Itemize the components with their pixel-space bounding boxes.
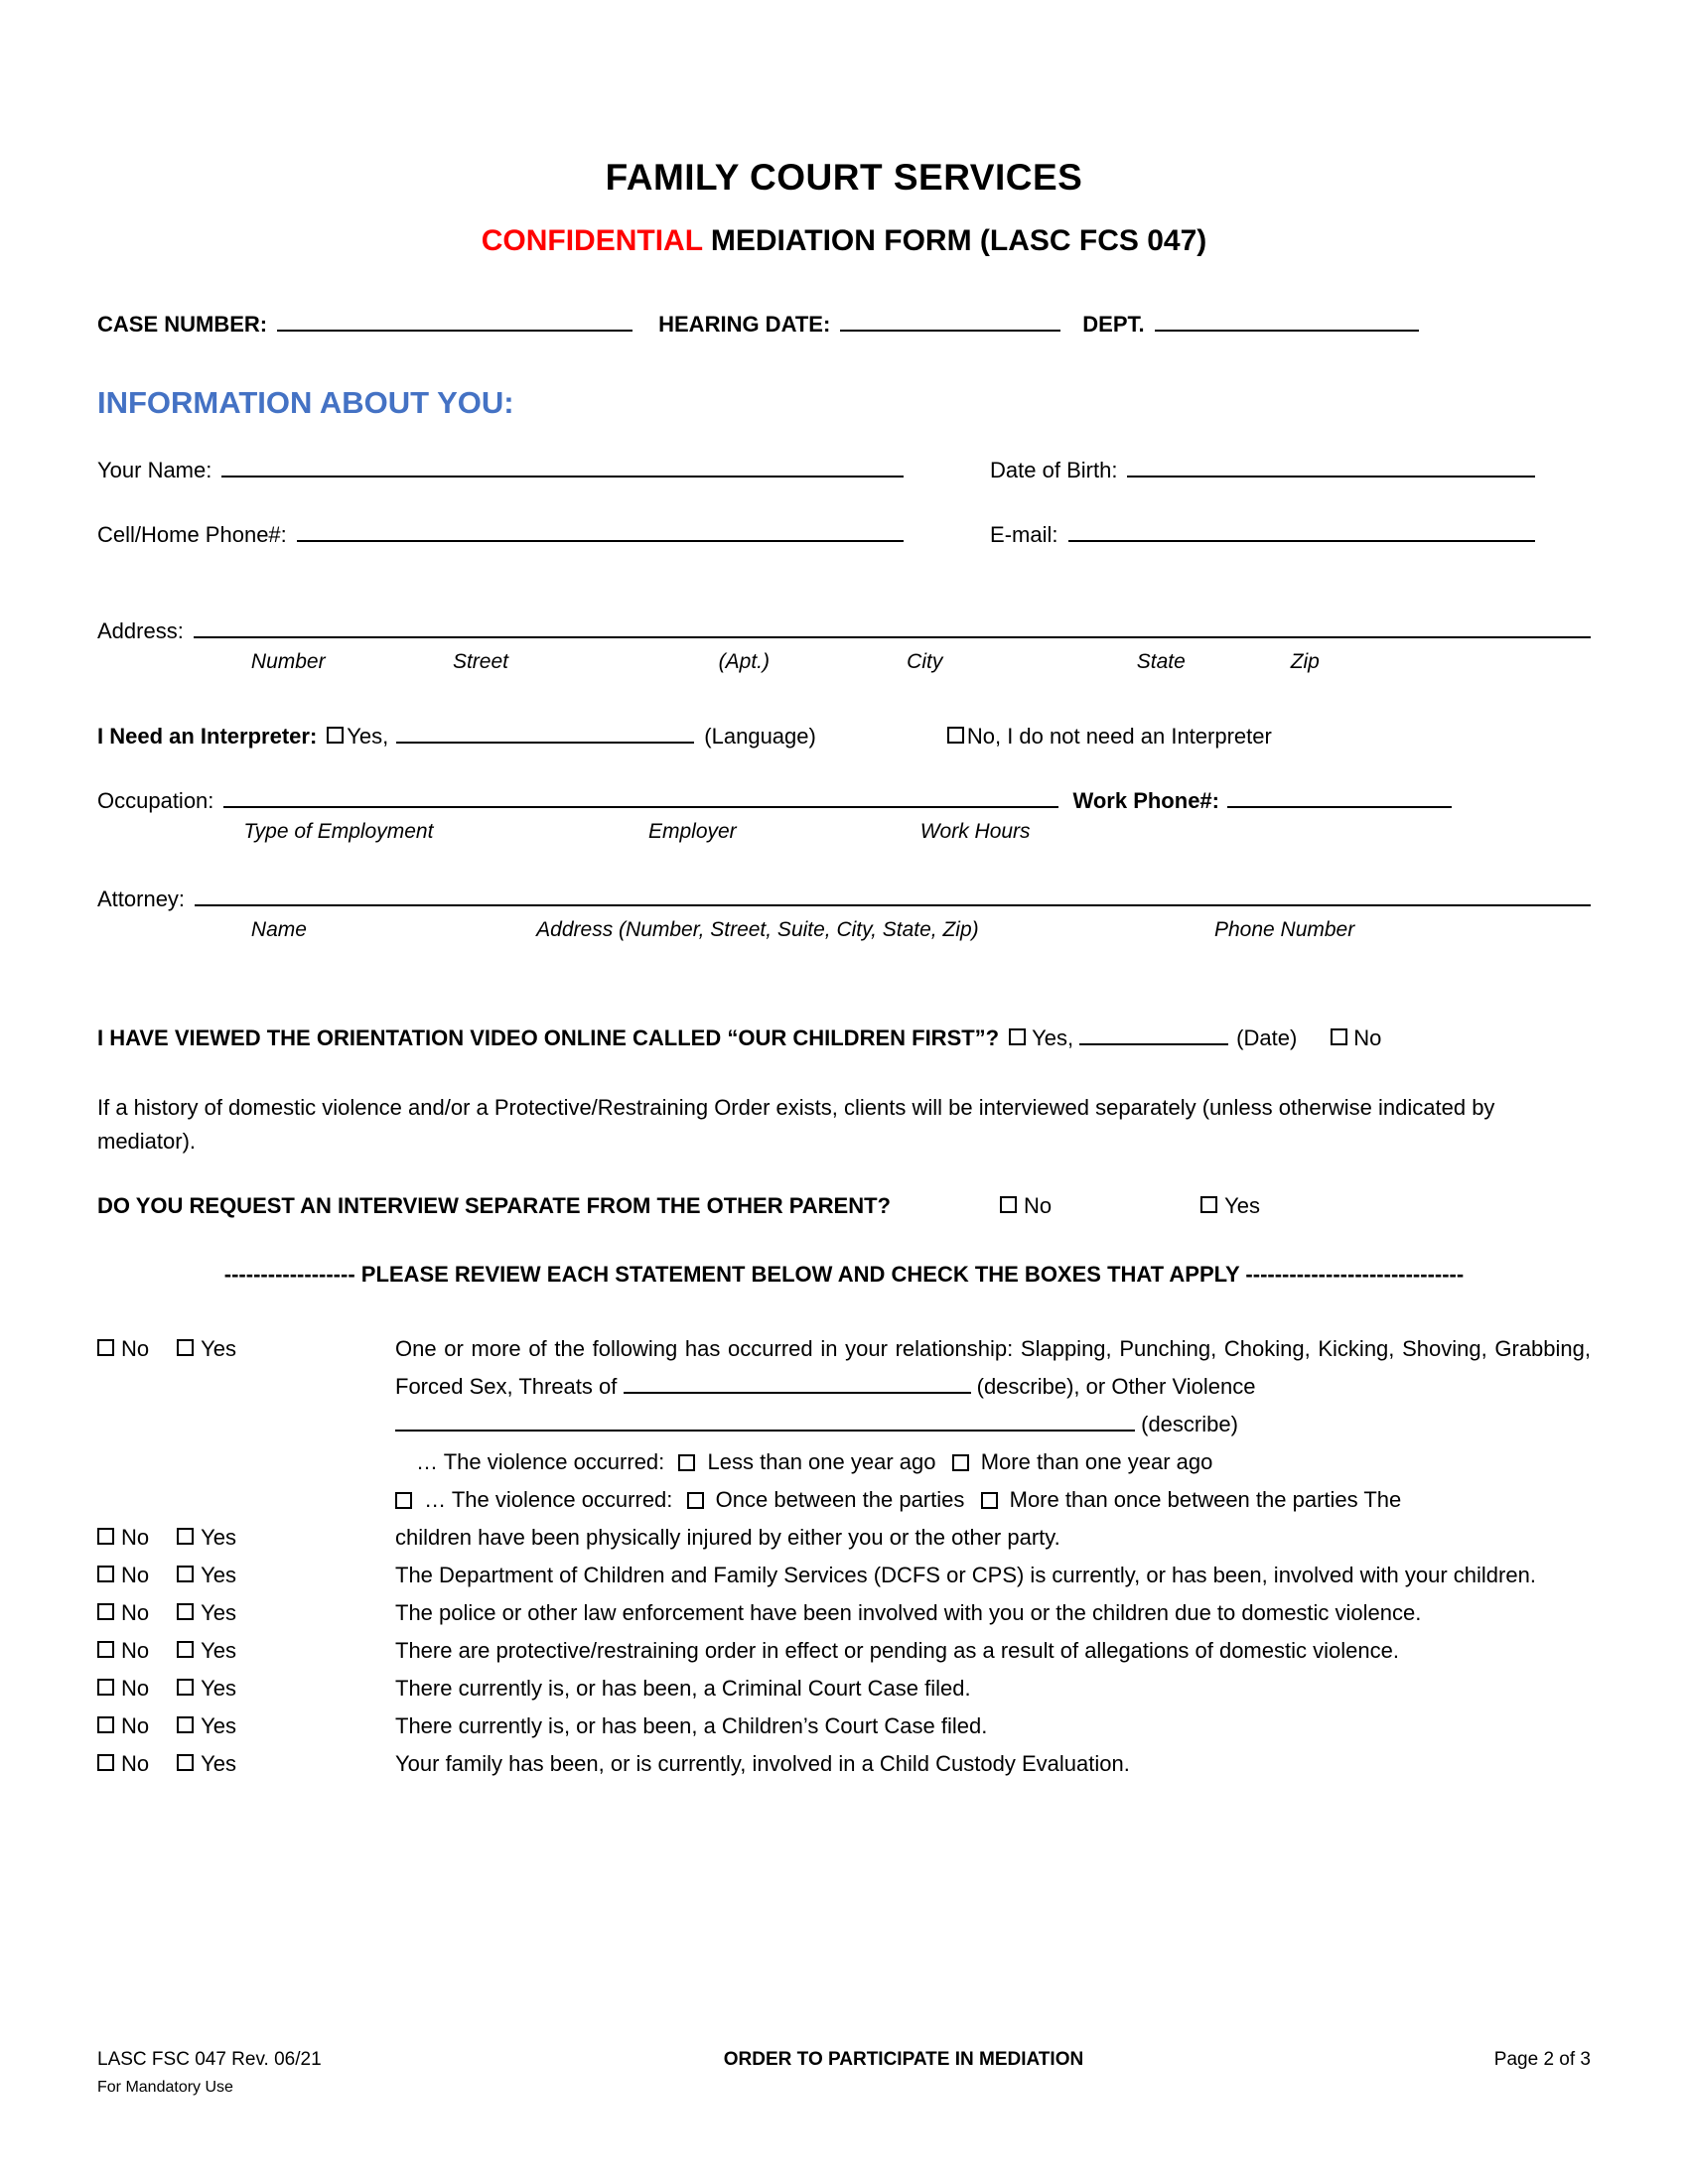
video-no-label: No <box>1353 1025 1382 1050</box>
yes-label: Yes <box>201 1563 237 1587</box>
page-subtitle <box>97 224 1591 258</box>
statement-2-checkboxes <box>97 1519 395 1557</box>
work-phone-input[interactable] <box>1227 800 1452 808</box>
interpreter-yes-label: Yes, <box>347 724 389 749</box>
statement-4-checkboxes <box>97 1594 395 1632</box>
violence-timing-prefix: … The violence occurred: <box>416 1449 665 1474</box>
statement-1-text <box>395 1330 1591 1519</box>
no-label: No <box>121 1751 150 1776</box>
no-label: No <box>121 1600 150 1625</box>
attorney-sublabel-address: Address (Number, Street, Suite, City, State, Zip) <box>536 918 979 941</box>
no-label: No <box>121 1336 150 1361</box>
threats-describe-input[interactable] <box>624 1386 971 1394</box>
video-yes-checkbox[interactable] <box>1009 1028 1026 1045</box>
statement-row-dcfs <box>97 1557 1591 1594</box>
statement-8-text: Your family has been, or is currently, involved in a Child Custody Evaluation. <box>395 1751 1130 1776</box>
statement-8-checkboxes <box>97 1745 395 1783</box>
address-sublabel-state: State <box>1136 650 1186 673</box>
statement-6-text: There currently is, or has been, a Criminal Court Case filed. <box>395 1676 971 1701</box>
subtitle-rest: MEDIATION FORM (LASC FCS 047) <box>710 224 1207 257</box>
statement-row-custody-evaluation <box>97 1745 1591 1783</box>
video-question-row <box>97 1025 1591 1051</box>
address-sublabels <box>97 650 1591 680</box>
hearing-date-input[interactable] <box>840 324 1060 332</box>
statement-row-police <box>97 1594 1591 1632</box>
your-name-input[interactable] <box>221 470 904 478</box>
attorney-input[interactable] <box>195 898 1591 906</box>
interpreter-row <box>97 724 1591 750</box>
more-than-once-label: More than once between the parties <box>1009 1487 1358 1512</box>
occupation-sublabels <box>97 820 1591 850</box>
address-sublabel-zip: Zip <box>1290 650 1320 673</box>
video-question-label: I HAVE VIEWED THE ORIENTATION VIDEO ONLINE CALLED “OUR CHILDREN FIRST”? <box>97 1025 1000 1050</box>
video-no-checkbox[interactable] <box>1331 1028 1347 1045</box>
separate-yes-label: Yes <box>1224 1193 1260 1218</box>
interpreter-no-checkbox[interactable] <box>947 727 964 744</box>
interpreter-language-input[interactable] <box>396 736 694 744</box>
more-than-year-checkbox[interactable] <box>952 1454 969 1471</box>
statement-1-describe1: (describe), or Other Violence <box>976 1374 1256 1399</box>
frequency-checkbox[interactable] <box>395 1492 412 1509</box>
statement-row-restraining-order <box>97 1632 1591 1670</box>
statement-row-childrens-court <box>97 1707 1591 1745</box>
statement-1-paragraph <box>395 1330 1591 1443</box>
statement-row-children-injured <box>97 1519 1591 1557</box>
more-than-once-checkbox[interactable] <box>981 1492 998 1509</box>
dob-group <box>990 458 1535 483</box>
email-group <box>990 522 1535 548</box>
footer-center-title: ORDER TO PARTICIPATE IN MEDIATION <box>723 2049 1084 2070</box>
statement-2-text: children have been physically injured by either you or the other party. <box>395 1525 1060 1550</box>
your-name-label: Your Name: <box>97 458 212 482</box>
yes-checkbox[interactable] <box>177 1339 194 1356</box>
no-checkbox[interactable] <box>97 1566 114 1582</box>
dept-label: DEPT. <box>1082 312 1145 337</box>
statement-1-checkboxes <box>97 1330 395 1368</box>
separate-interview-row <box>97 1193 1591 1219</box>
footer-doc-ref: LASC FSC 047 Rev. 06/21 <box>97 2049 322 2070</box>
yes-checkbox[interactable] <box>177 1641 194 1658</box>
address-sublabel-number: Number <box>250 650 326 673</box>
email-input[interactable] <box>1068 534 1536 542</box>
hearing-date-label: HEARING DATE: <box>658 312 831 337</box>
video-date-hint: (Date) <box>1236 1025 1298 1050</box>
email-label: E-mail: <box>990 522 1058 547</box>
yes-label: Yes <box>201 1713 237 1738</box>
statement-3-text: The Department of Children and Family Services (DCFS or CPS) is currently, or has been, involved with your children. <box>395 1563 1536 1587</box>
interpreter-yes-checkbox[interactable] <box>327 727 344 744</box>
statement-row-criminal-case <box>97 1670 1591 1707</box>
page-title: FAMILY COURT SERVICES <box>605 157 1083 198</box>
yes-label: Yes <box>201 1600 237 1625</box>
statement-7-text: There currently is, or has been, a Children’s Court Case filed. <box>395 1713 988 1738</box>
statement-1-describe2: (describe) <box>1141 1412 1238 1436</box>
yes-checkbox[interactable] <box>177 1716 194 1733</box>
no-checkbox[interactable] <box>97 1716 114 1733</box>
violence-frequency-row <box>395 1481 1591 1519</box>
work-phone-label: Work Phone#: <box>1072 788 1219 813</box>
no-label: No <box>121 1563 150 1587</box>
dob-input[interactable] <box>1127 470 1535 478</box>
no-checkbox[interactable] <box>97 1339 114 1356</box>
interpreter-label: I Need an Interpreter: <box>97 724 318 749</box>
separate-yes-checkbox[interactable] <box>1200 1196 1217 1213</box>
phone-input[interactable] <box>297 534 904 542</box>
statement-7-checkboxes <box>97 1707 395 1745</box>
occupation-input[interactable] <box>223 800 1058 808</box>
no-checkbox[interactable] <box>97 1528 114 1545</box>
yes-label: Yes <box>201 1336 237 1361</box>
attorney-label: Attorney: <box>97 887 186 911</box>
statement-3-checkboxes <box>97 1557 395 1594</box>
separate-no-label: No <box>1023 1193 1053 1218</box>
statement-row-violence <box>97 1330 1591 1519</box>
address-input[interactable] <box>194 630 1591 638</box>
yes-checkbox[interactable] <box>177 1528 194 1545</box>
attorney-row <box>97 887 1591 912</box>
statement-4-text: The police or other law enforcement have been involved with you or the children due to domestic violence. <box>395 1600 1422 1625</box>
no-label: No <box>121 1638 150 1663</box>
no-label: No <box>121 1525 150 1550</box>
statement-6-checkboxes <box>97 1670 395 1707</box>
occupation-sublabel-employer: Employer <box>647 820 737 843</box>
attorney-sublabels <box>97 918 1591 948</box>
confidential-label: CONFIDENTIAL <box>481 224 703 257</box>
occupation-label: Occupation: <box>97 788 214 813</box>
yes-checkbox[interactable] <box>177 1603 194 1620</box>
review-banner: ------------------ PLEASE REVIEW EACH STATEMENT BELOW AND CHECK THE BOXES THAT APPLY ------------------------------ <box>223 1262 1465 1287</box>
interpreter-language-hint: (Language) <box>704 724 816 749</box>
occupation-sublabel-type: Type of Employment <box>243 820 434 843</box>
no-checkbox[interactable] <box>97 1754 114 1771</box>
yes-label: Yes <box>201 1525 237 1550</box>
footer-page-number: Page 2 of 3 <box>1493 2049 1591 2070</box>
no-checkbox[interactable] <box>97 1679 114 1696</box>
footer-mandatory-use: For Mandatory Use <box>97 2079 233 2096</box>
video-yes-label: Yes, <box>1032 1025 1074 1050</box>
dv-note: If a history of domestic violence and/or a Protective/Restraining Order exists, clients will be interviewed separately (unless otherwise indicated by mediator). <box>97 1095 1495 1154</box>
interpreter-no-label: No, I do not need an Interpreter <box>966 724 1272 749</box>
dob-label: Date of Birth: <box>990 458 1118 482</box>
video-date-input[interactable] <box>1079 1037 1228 1045</box>
statements-section <box>97 1330 1591 1783</box>
occupation-sublabel-hours: Work Hours <box>919 820 1031 843</box>
phone-label: Cell/Home Phone#: <box>97 522 287 547</box>
yes-label: Yes <box>201 1676 237 1701</box>
case-header-row <box>97 312 1591 338</box>
footer-left <box>97 2049 415 2097</box>
once-between-checkbox[interactable] <box>687 1492 704 1509</box>
address-sublabel-city: City <box>907 650 943 673</box>
occupation-row <box>97 788 1591 814</box>
yes-checkbox[interactable] <box>177 1754 194 1771</box>
yes-label: Yes <box>201 1751 237 1776</box>
address-label: Address: <box>97 618 184 643</box>
violence-frequency-prefix: … The violence occurred: <box>424 1487 673 1512</box>
phone-group <box>97 522 904 548</box>
address-sublabel-apt: (Apt.) <box>718 650 770 673</box>
case-number-input[interactable] <box>277 324 633 332</box>
address-sublabel-street: Street <box>452 650 508 673</box>
no-label: No <box>121 1676 150 1701</box>
statement-2-lead-word: The <box>1363 1487 1402 1512</box>
statement-5-text: There are protective/restraining order in effect or pending as a result of allegations of domestic violence. <box>395 1638 1399 1663</box>
phone-email-row <box>97 522 1591 548</box>
yes-checkbox[interactable] <box>177 1566 194 1582</box>
less-than-year-label: Less than one year ago <box>707 1449 936 1474</box>
page-footer <box>97 2049 1591 2097</box>
no-checkbox[interactable] <box>97 1603 114 1620</box>
statement-5-checkboxes <box>97 1632 395 1670</box>
more-than-year-label: More than one year ago <box>980 1449 1213 1474</box>
separate-interview-question: DO YOU REQUEST AN INTERVIEW SEPARATE FROM THE OTHER PARENT? <box>97 1193 891 1218</box>
name-dob-row <box>97 458 1591 483</box>
statement-1-part1: One or more of the following has occurred in your relationship: Slapping, Punching, Choking, Kicking, Shoving, Grabbing, Forced Sex, Threats of <box>395 1336 1591 1399</box>
once-between-label: Once between the parties <box>715 1487 965 1512</box>
yes-checkbox[interactable] <box>177 1679 194 1696</box>
your-name-group <box>97 458 904 483</box>
other-violence-describe-input[interactable] <box>395 1424 1135 1432</box>
case-number-label: CASE NUMBER: <box>97 312 268 337</box>
violence-timing-row <box>395 1443 1591 1481</box>
no-checkbox[interactable] <box>97 1641 114 1658</box>
address-row <box>97 618 1591 644</box>
attorney-sublabel-phone: Phone Number <box>1213 918 1355 941</box>
info-about-you-heading: INFORMATION ABOUT YOU: <box>97 385 514 420</box>
yes-label: Yes <box>201 1638 237 1663</box>
dept-input[interactable] <box>1155 324 1419 332</box>
less-than-year-checkbox[interactable] <box>678 1454 695 1471</box>
separate-no-checkbox[interactable] <box>1000 1196 1017 1213</box>
no-label: No <box>121 1713 150 1738</box>
attorney-sublabel-name: Name <box>250 918 307 941</box>
